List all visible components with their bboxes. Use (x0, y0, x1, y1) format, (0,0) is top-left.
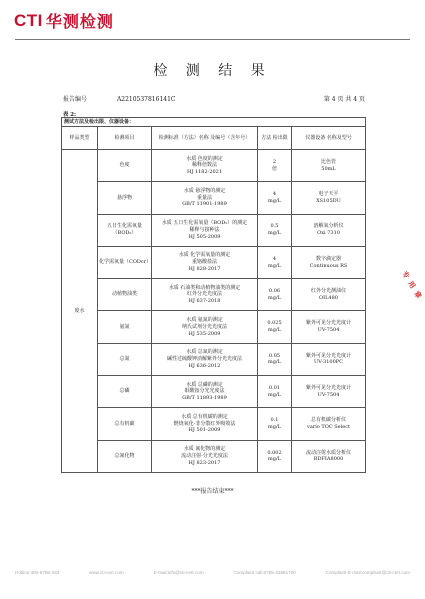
table-row (62, 246, 366, 278)
instrument-cell-line: UV-3100PC (314, 359, 343, 366)
header-divider (15, 39, 410, 40)
footer-complaint-call: Complaint call:0755-33681700 (233, 570, 296, 575)
table-row (62, 440, 366, 472)
standard-cell-line: HJ 828-2017 (188, 265, 221, 272)
instrument-cell (292, 214, 366, 246)
standard-cell (152, 279, 258, 311)
instrument-cell (292, 440, 366, 472)
standard-cell (152, 376, 258, 408)
standard-cell-line: HJ 823-2017 (188, 459, 221, 466)
standard-cell-line: 重铬酸盐法 (191, 259, 217, 266)
standard-cell-line: 红外分光光度法 (186, 291, 222, 298)
standard-cell (152, 214, 258, 246)
instrument-cell-line: UV-7504 (317, 391, 340, 398)
limit-cell-line: mg/L (268, 197, 281, 204)
instrument-cell-line: XS105DU (316, 197, 341, 204)
standard-cell-line: GB/T 11893-1989 (182, 395, 227, 402)
report-number (63, 94, 176, 103)
instrument-cell-line: 溶解氧分析仪 (313, 223, 344, 230)
standard-cell-line: HJ 501-2009 (188, 427, 221, 434)
limit-cell (258, 182, 292, 214)
item-cell: 总氰化物 (98, 440, 152, 472)
instrument-cell (292, 182, 366, 214)
item-cell: 五日生化需氧量（BOD₅） (98, 214, 152, 246)
limit-cell-line: mg/L (268, 262, 281, 269)
limit-cell-line: 4 (272, 255, 277, 262)
limit-cell (258, 343, 292, 375)
standard-cell-line: HJ 535-2009 (188, 330, 221, 337)
instrument-cell-line: vario TOC Select (307, 424, 351, 431)
standard-cell (152, 440, 258, 472)
standard-cell-line: HJ 1182-2021 (186, 169, 223, 176)
footer-email[interactable]: E-mail:info@cti-cert.com (153, 570, 204, 575)
instrument-cell-line: 电子天平 (318, 191, 339, 198)
limit-cell-line: 0.06 (268, 288, 281, 295)
standard-cell-line: 水质 氰化物的测定 (183, 446, 226, 453)
instrument-cell-line: 紫外可见分光光度计 (306, 352, 352, 359)
limit-cell-line: 4 (272, 191, 277, 198)
standard-cell-line: HJ 505-2009 (188, 233, 221, 240)
limit-cell-line: mg/L (268, 359, 281, 366)
limit-cell-line: mg/L (268, 327, 281, 334)
instrument-cell-line: UV-7504 (317, 327, 340, 334)
table-caption: 测试方法及检出限、仪器设备： (62, 118, 366, 127)
page-title: 检 测 结 果 (153, 63, 272, 79)
instrument-cell (292, 343, 366, 375)
instrument-cell (292, 150, 366, 182)
standard-cell-line: 水质 氨氮的测定 (186, 317, 223, 323)
logo-brand: CTI (14, 10, 43, 30)
standard-cell-line: 重量法 (196, 194, 212, 201)
table-row (62, 311, 366, 343)
instrument-cell-line: 流动注射水质分析仪 (306, 449, 352, 456)
limit-cell (258, 279, 292, 311)
instrument-cell-line: 紫外可见分光光度计 (306, 384, 352, 391)
footer-hotline: Hotline:400-6788-333 (15, 570, 60, 575)
limit-cell (258, 440, 292, 472)
item-cell: 总有机碳 (98, 408, 152, 440)
limit-cell-line: 2 (272, 158, 277, 165)
limit-cell (258, 376, 292, 408)
standard-cell-line: 水质 总氮的测定 (186, 349, 223, 356)
limit-cell-line: 0.01 (268, 384, 281, 391)
limit-cell (258, 246, 292, 278)
standard-cell-line: HJ 637-2018 (188, 298, 221, 305)
instrument-cell-line: OIL480 (319, 294, 338, 301)
standard-cell-line: 水质 色度的测定 (186, 155, 223, 162)
standard-cell-line: 水质 悬浮物的测定 (183, 187, 226, 194)
limit-cell-line: 倍 (271, 165, 277, 172)
standard-cell-line: GB/T 11901-1989 (182, 201, 227, 208)
logo-chinese-name: 华测检测 (45, 12, 114, 31)
limit-cell (258, 214, 292, 246)
limit-cell-line: 0.025 (267, 320, 282, 327)
item-cell: 总磷 (98, 376, 152, 408)
standard-cell (152, 408, 258, 440)
standard-cell (152, 182, 258, 214)
report-number-value: A2210537816141C (116, 96, 176, 103)
item-cell: 总氮 (98, 343, 152, 375)
limit-cell-line: mg/L (268, 294, 281, 301)
official-stamp: 专 用 章 (400, 269, 424, 301)
instrument-cell (292, 311, 366, 343)
standard-cell-line: 纳氏试剂分光光度法 (181, 323, 227, 330)
limit-cell (258, 150, 292, 182)
instrument-cell (292, 408, 366, 440)
limit-cell-line: 0.5 (270, 223, 279, 230)
limit-cell (258, 311, 292, 343)
instrument-cell-line: 总有机碳分析仪 (311, 417, 347, 424)
item-cell: 动植物油类 (98, 279, 152, 311)
header-item: 检测项目 (98, 127, 152, 150)
instrument-cell-line: Oxi 7310 (317, 230, 340, 237)
standard-cell (152, 343, 258, 375)
limit-cell (258, 408, 292, 440)
report-number-label: 报告编号 (63, 96, 88, 103)
header-standard: 检测标准（方法）名称 及编号（含年号） (152, 127, 258, 150)
table-row (62, 279, 366, 311)
limit-cell-line: mg/L (268, 391, 281, 398)
standard-cell-line: 碱性过硫酸钾消解紫外分光光度法 (166, 356, 242, 363)
instrument-cell-line: BDFIA8000 (313, 456, 344, 463)
company-logo (14, 9, 114, 32)
footer-complaint-email[interactable]: Complaint E-mail:complaint@cti-cert.com (325, 570, 410, 575)
standard-cell (152, 246, 258, 278)
instrument-cell-line: 比色管 (321, 158, 337, 165)
item-cell: 色度 (98, 150, 152, 182)
instrument-cell (292, 376, 366, 408)
standard-cell-line: 稀释与接种法 (189, 226, 220, 233)
standard-cell-line: 水质 总有机碳的测定 (181, 413, 228, 420)
instrument-cell-line: 紫外可见分光光度计 (306, 320, 352, 327)
limit-cell-line: mg/L (268, 230, 281, 237)
table-caption-row (62, 118, 366, 127)
standard-cell-line: 稀释倍数法 (191, 162, 217, 169)
header-sample-type: 样品类型 (62, 127, 98, 150)
table-label: 表 2: (63, 112, 77, 118)
standard-cell-line: 流动注射-分光光度法 (181, 452, 228, 459)
table-row (62, 150, 366, 182)
standard-cell-line: HJ 636-2012 (188, 362, 221, 369)
table-header-row (62, 127, 366, 150)
page-footer (0, 570, 425, 575)
sample-type-cell: 废水 (62, 150, 98, 473)
instrument-cell-line: 红外分光测油仪 (311, 288, 347, 295)
instrument-cell-line: Continuous RS (309, 262, 348, 269)
item-cell: 化学需氧量（CODcr） (98, 246, 152, 278)
item-cell: 氨氮 (98, 311, 152, 343)
methods-table (61, 117, 366, 473)
standard-cell (152, 150, 258, 182)
table-row (62, 343, 366, 375)
standard-cell (152, 311, 258, 343)
report-end-note: ***报告结束*** (191, 488, 234, 495)
standard-cell-line: 水质 五日生化需氧量（BOD₅）的测定 (161, 220, 248, 227)
table-row (62, 182, 366, 214)
standard-cell-line: 水质 石油类和动植物油类的测定 (168, 284, 241, 291)
limit-cell-line: 0.1 (270, 417, 279, 424)
standard-cell-line: 钼酸铵分光光度法 (184, 388, 225, 395)
limit-cell-line: 0.05 (268, 352, 281, 359)
item-cell: 悬浮物 (98, 182, 152, 214)
table-row (62, 214, 366, 246)
table-row (62, 408, 366, 440)
page-indicator: 第 4 页 共 4 页 (323, 96, 365, 103)
table-row (62, 376, 366, 408)
standard-cell-line: 燃烧氧化-非分散红外吸收法 (173, 420, 236, 427)
header-instrument: 仪器设备 名称及型号 (292, 127, 366, 150)
footer-website[interactable]: www.cti-cert.com (89, 570, 124, 575)
instrument-cell (292, 246, 366, 278)
standard-cell-line: 水质 总磷的测定 (186, 381, 223, 388)
instrument-cell (292, 279, 366, 311)
header-limit: 方法 检出限 (258, 127, 292, 150)
limit-cell-line: 0.002 (267, 449, 282, 456)
standard-cell-line: 水质 化学需氧量的测定 (178, 252, 231, 259)
limit-cell-line: mg/L (268, 456, 281, 463)
instrument-cell-line: 50mL (321, 165, 336, 172)
limit-cell-line: mg/L (268, 424, 281, 431)
instrument-cell-line: 数字滴定器 (316, 255, 342, 262)
